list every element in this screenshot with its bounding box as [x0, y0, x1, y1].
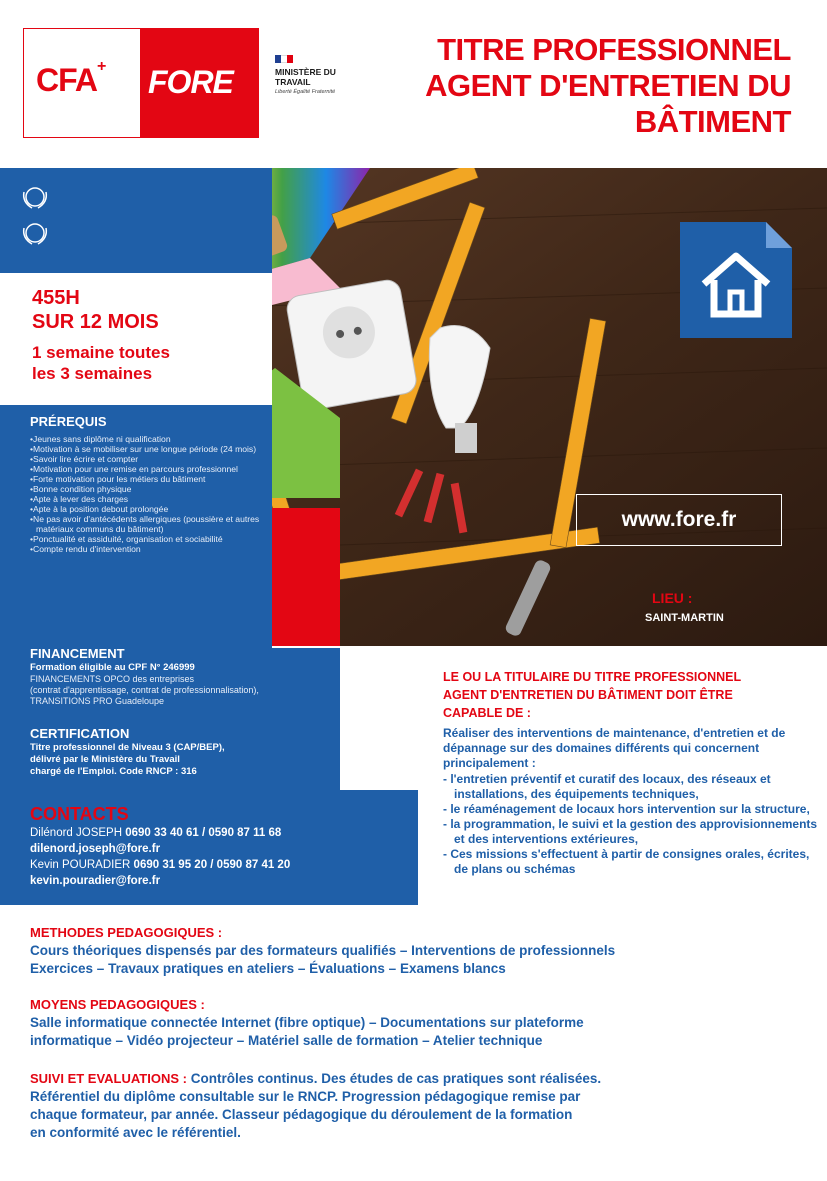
list-item: - l'entretien préventif et curatif des locaux, des réseaux et installations, des équipements techniques, [443, 772, 818, 802]
contact-email[interactable]: dilenord.joseph@fore.fr [30, 843, 161, 855]
logo-fore: FORE [148, 64, 233, 100]
list-item: - le réaménagement de locaux hors intervention sur la structure, [443, 802, 818, 817]
contact-email[interactable]: kevin.pouradier@fore.fr [30, 875, 161, 887]
moyens-section [30, 996, 810, 1050]
contact-joseph: Dilénord JOSEPH 0690 33 40 61 / 0590 87 11 68 [30, 827, 282, 839]
list-item: • Motivation pour une remise en parcours professionnel [30, 464, 270, 474]
website-link[interactable]: www.fore.fr [576, 494, 782, 546]
capable-intro: Réaliser des interventions de maintenance, d'entretien et de dépannage sur des domaines différents qui concernent principalement : [443, 726, 786, 770]
financement-section [30, 646, 370, 707]
suivi-line: en conformité avec le référentiel. [30, 1125, 241, 1140]
methodes-line: Cours théoriques dispensés par des formateurs qualifiés – Interventions de professionnels [30, 943, 616, 958]
list-item: • Jeunes sans diplôme ni qualification [30, 434, 270, 444]
page-title: TITRE PROFESSIONNEL AGENT D'ENTRETIEN DU BÂTIMENT [425, 32, 791, 139]
list-item: • Bonne condition physique [30, 484, 270, 494]
certification-line: délivré par le Ministère du Travail [30, 754, 180, 765]
certification-line: chargé de l'Emploi. Code RNCP : 316 [30, 766, 197, 777]
moyens-title: MOYENS PEDAGOGIQUES : [30, 997, 205, 1012]
methodes-title: METHODES PEDAGOGIQUES : [30, 925, 223, 940]
financement-opco: FINANCEMENTS OPCO des entreprises [30, 674, 195, 684]
certification-section [30, 726, 330, 778]
prerequis-title: PRÉREQUIS [30, 414, 107, 429]
contact-phone[interactable]: 0690 33 40 61 / 0590 87 11 68 [125, 827, 282, 839]
methodes-section [30, 924, 810, 978]
suivi-line: Référentiel du diplôme consultable sur le RNCP. Progression pédagogique remise par [30, 1089, 581, 1104]
list-item: • Ponctualité et assiduité, organisation et sociabilité [30, 534, 270, 544]
certification-line: Titre professionnel de Niveau 3 (CAP/BEP), [30, 742, 225, 753]
house-icon [680, 222, 792, 343]
contact-phone[interactable]: 0690 31 95 20 / 0590 87 41 20 [133, 859, 291, 871]
moyens-line: Salle informatique connectée Internet (fibre optique) – Documentations sur plateforme [30, 1015, 584, 1030]
financement-contracts: (contrat d'apprentissage, contrat de professionnalisation), [30, 685, 259, 695]
list-item: • Forte motivation pour les métiers du bâtiment [30, 474, 270, 484]
capable-list [443, 772, 818, 877]
suivi-line: chaque formateur, par année. Classeur pédagogique du déroulement de la formation [30, 1107, 573, 1122]
certification-title: CERTIFICATION [30, 726, 130, 741]
ministry-motto: Liberté Égalité Fraternité [275, 89, 336, 95]
list-item: • Apte à lever des charges [30, 494, 270, 504]
logo-cfa: CFA+ [36, 58, 106, 98]
cpf-badge-icon [20, 218, 50, 253]
moyens-line: informatique – Vidéo projecteur – Matériel salle de formation – Atelier technique [30, 1033, 543, 1048]
financement-cpf: Formation éligible au CPF N° 246999 [30, 662, 195, 673]
laurel-badge-icon [20, 182, 50, 217]
french-flag-icon [275, 55, 293, 63]
list-item: • Compte rendu d'intervention [30, 544, 270, 554]
capable-title: LE OU LA TITULAIRE DU TITRE PROFESSIONNEL AGENT D'ENTRETIEN DU BÂTIMENT DOIT ÊTRE CAPABLE DE : [443, 670, 742, 720]
financement-transitions: TRANSITIONS PRO Guadeloupe [30, 696, 165, 706]
list-item: • Motivation à se mobiliser sur une longue période (24 mois) [30, 444, 270, 454]
suivi-title: SUIVI ET EVALUATIONS : [30, 1071, 187, 1086]
contact-joseph-email-row [30, 841, 420, 857]
contact-pouradier-email-row [30, 873, 420, 889]
prerequis-list [30, 434, 270, 554]
contact-pouradier: Kevin POURADIER 0690 31 95 20 / 0590 87 41 20 [30, 859, 291, 871]
list-item: • Savoir lire écrire et compter [30, 454, 270, 464]
ministry-logo [275, 55, 355, 96]
ministry-name: MINISTÈRE DU TRAVAIL [275, 67, 336, 87]
duration-rhythm: 1 semaine toutes les 3 semaines [32, 343, 170, 383]
suivi-line: SUIVI ET EVALUATIONS : Contrôles continus. Des études de cas pratiques sont réalisées. [30, 1071, 602, 1086]
methodes-line: Exercices – Travaux pratiques en ateliers – Évaluations – Examens blancs [30, 961, 506, 976]
list-item: • Apte à la position debout prolongée [30, 504, 270, 514]
list-item: - Ces missions s'effectuent à partir de consignes orales, écrites, de plans ou schémas [443, 847, 818, 877]
financement-title: FINANCEMENT [30, 646, 125, 661]
list-item: - la programmation, le suivi et la gestion des approvisionnements et des interventions extérieures, [443, 817, 818, 847]
contacts-section [30, 803, 420, 889]
list-item: • Ne pas avoir d'antécédents allergiques (poussière et autres matériaux communs du bâtiment) [30, 514, 270, 534]
lieu-title: LIEU : [652, 590, 693, 606]
duration-hours: 455H SUR 12 MOIS [32, 287, 159, 333]
prerequis-section [30, 414, 270, 554]
suivi-section [30, 1070, 750, 1142]
contacts-title: CONTACTS [30, 804, 129, 824]
lieu-value: SAINT-MARTIN [645, 612, 724, 624]
